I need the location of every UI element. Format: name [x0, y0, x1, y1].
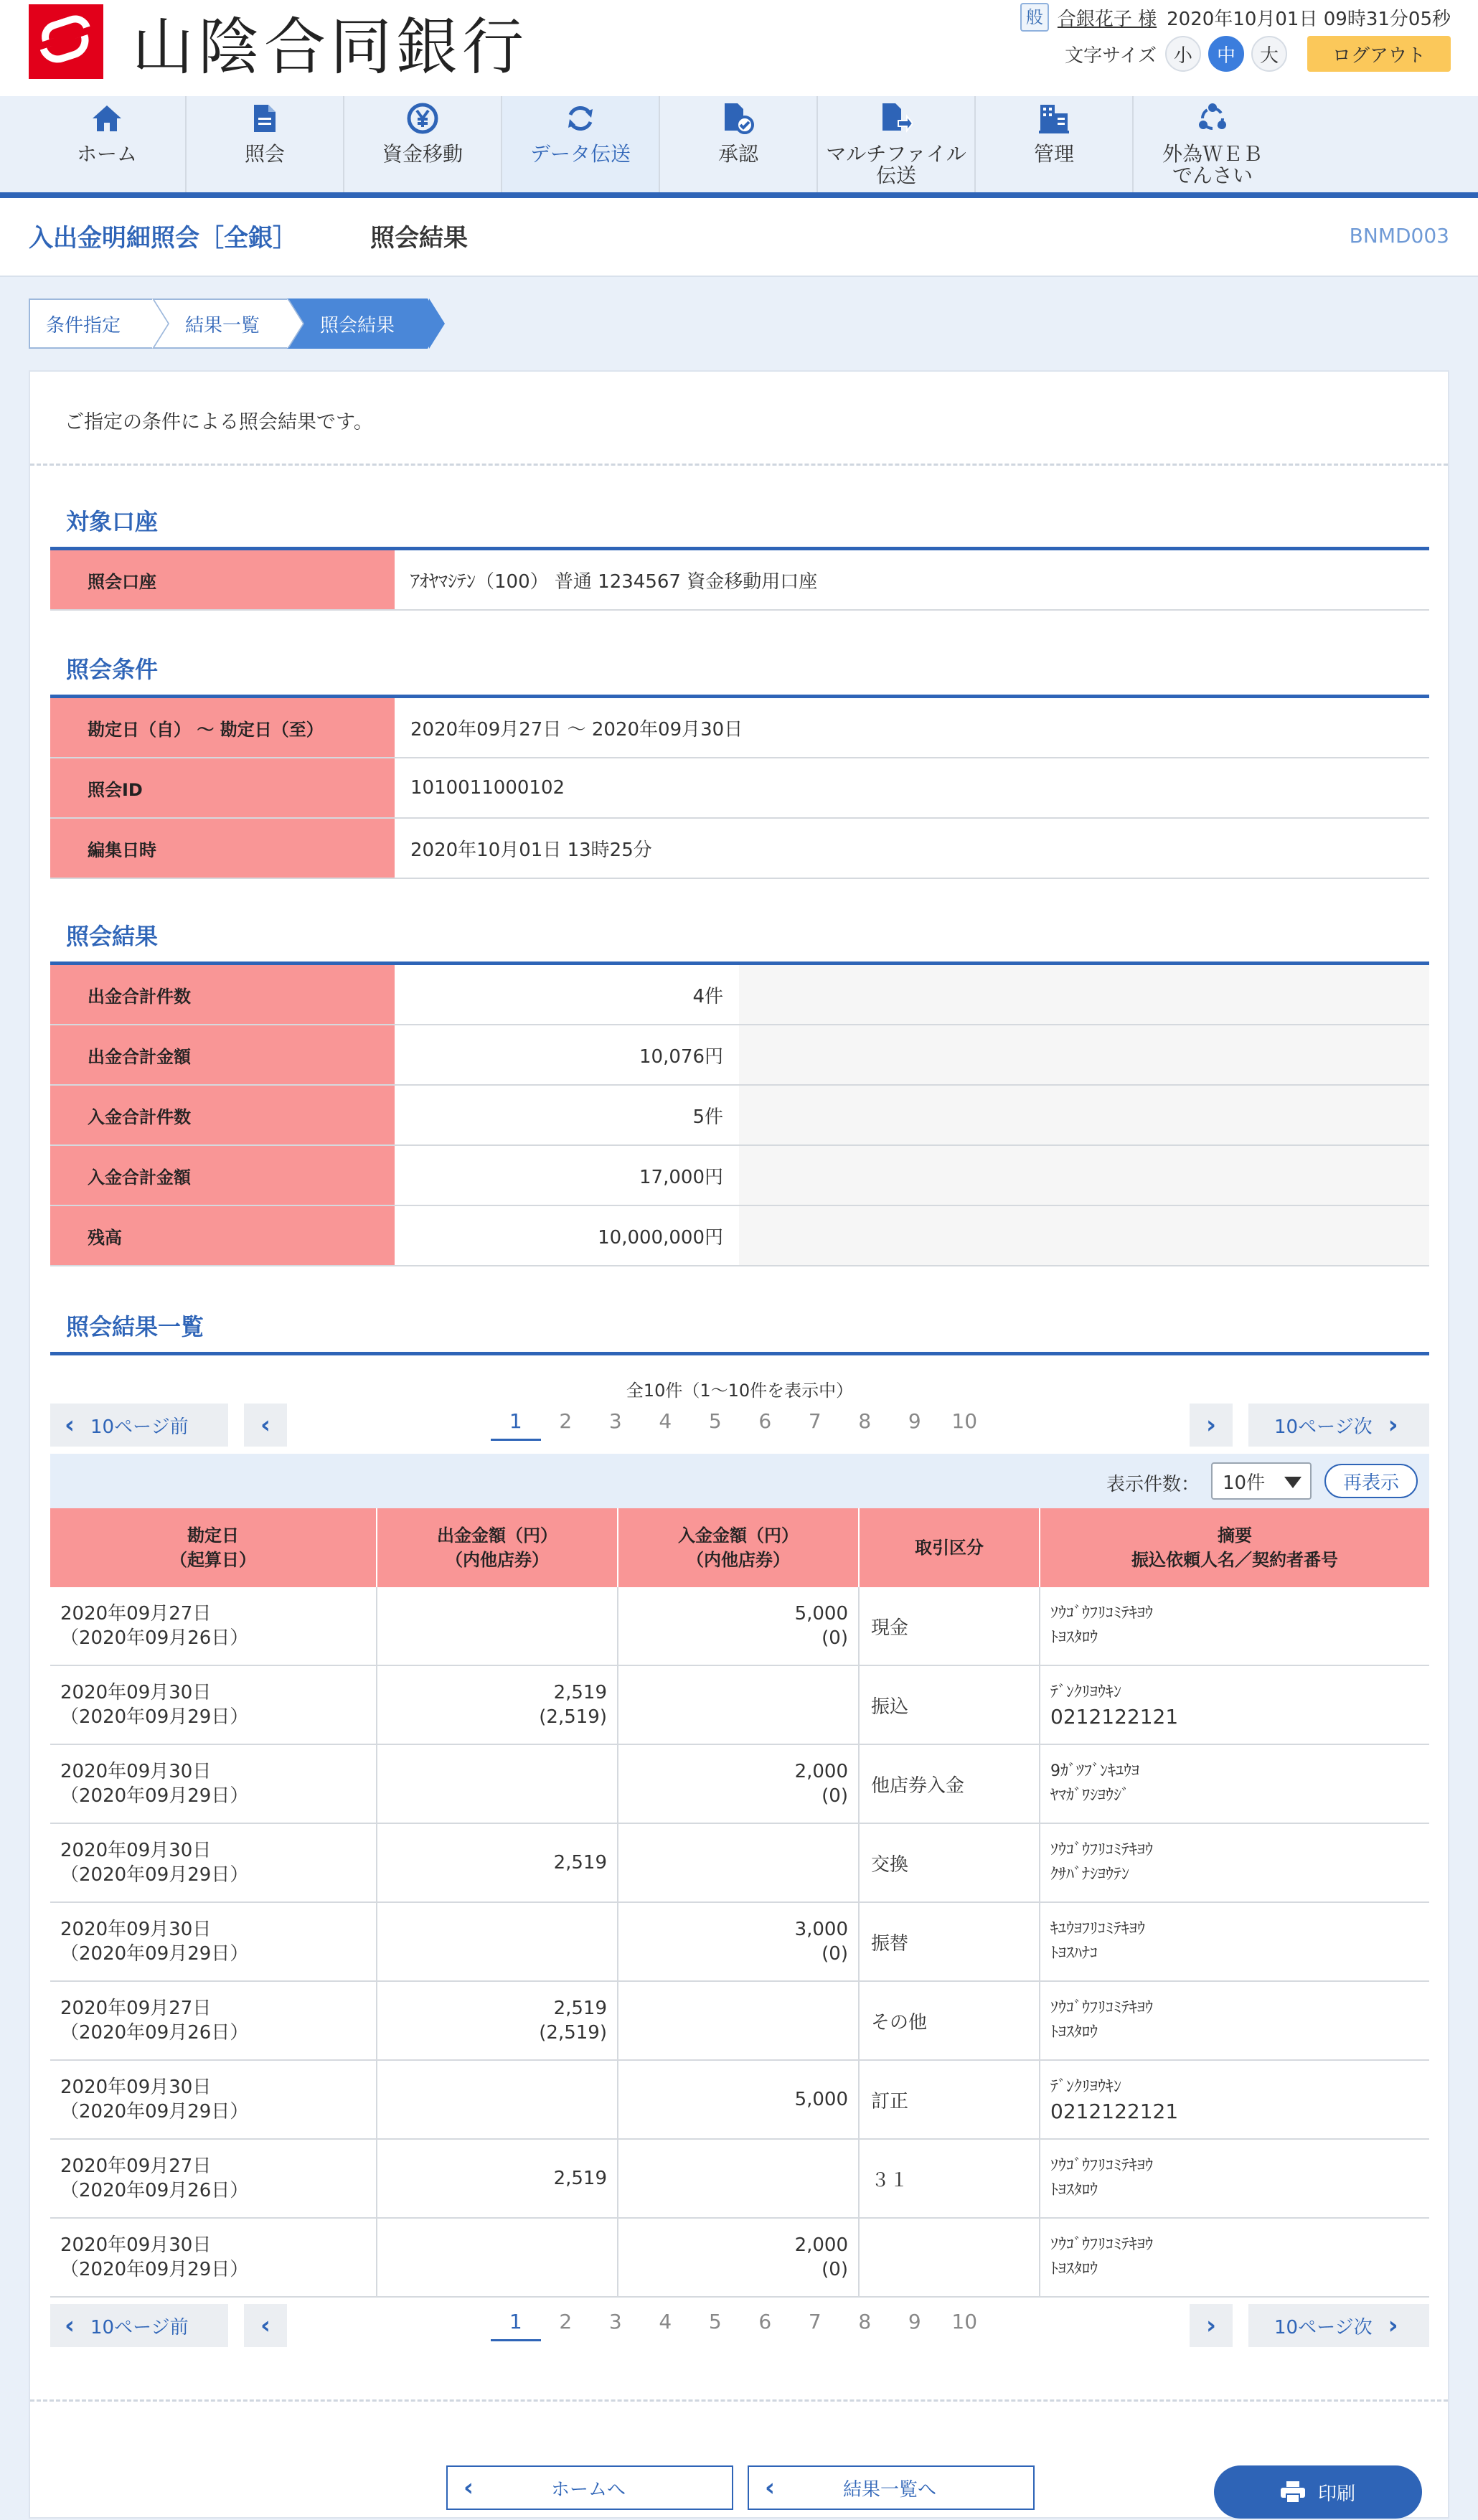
cell-withdrawal	[377, 1745, 618, 1823]
breadcrumb-step-condition: 条件指定	[29, 298, 152, 349]
cell-kind: 振替	[860, 1903, 1040, 1980]
cell-deposit	[618, 1745, 860, 1823]
cell-date-value: 2020年09月27日	[60, 1998, 212, 2019]
page-number[interactable]: 9	[908, 1409, 921, 1433]
breadcrumb	[29, 298, 428, 349]
chevron-right-icon: ›	[1205, 1411, 1216, 1439]
cell-date	[50, 1903, 377, 1980]
refresh-icon	[563, 100, 598, 136]
page-number[interactable]: 5	[708, 2310, 722, 2333]
font-size-large-button[interactable]: 大	[1251, 36, 1287, 72]
section-title-result: 照会結果	[66, 923, 159, 950]
cell-kind: 他店券入金	[860, 1745, 1040, 1823]
cell-date	[50, 2061, 377, 2138]
cell-date	[50, 1587, 377, 1665]
cell-kind: 振込	[860, 1666, 1040, 1744]
page-number[interactable]: 9	[908, 2310, 921, 2333]
cell-memo	[1040, 1982, 1429, 2059]
document-icon	[247, 100, 283, 136]
breadcrumb-step-result: 照会結果	[287, 298, 428, 349]
nav-transfer[interactable]	[344, 96, 502, 192]
account-key: 照会口座	[50, 550, 395, 609]
condition-key: 勘定日（自） ～ 勘定日（至）	[50, 698, 395, 757]
page-subtitle: 照会結果	[370, 224, 468, 253]
next-10-pages-button[interactable]	[1248, 1404, 1429, 1447]
cell-deposit	[618, 1903, 860, 1980]
header-withdrawal	[377, 1508, 618, 1587]
main-panel	[29, 370, 1449, 2519]
section-title-account: 対象口座	[66, 508, 159, 535]
cell-memo	[1040, 1666, 1429, 1744]
cell-memo-line1: ｿｳｺﾞｳﾌﾘｺﾐﾃｷﾖｳ	[1050, 1999, 1154, 2017]
page-title: 入出金明細照会［全銀］	[29, 224, 297, 253]
summary-row	[50, 965, 1429, 1025]
chevron-left-icon: ‹	[463, 2473, 474, 2502]
cell-withdrawal	[377, 2140, 618, 2217]
cell-memo-line1: ｷﾕｳﾖﾌﾘｺﾐﾃｷﾖｳ	[1050, 1920, 1146, 1938]
cell-kind: 交換	[860, 1824, 1040, 1901]
cell-kind	[860, 2219, 1040, 2296]
nav-approval[interactable]	[660, 96, 818, 192]
account-table	[50, 550, 1429, 611]
cell-withdrawal	[377, 2061, 618, 2138]
summary-blank	[739, 1206, 1429, 1265]
cell-kisan-value: （2020年09月29日）	[60, 1943, 249, 1965]
chevron-left-icon: ‹	[260, 1411, 270, 1439]
file-send-icon	[878, 100, 914, 136]
chevron-right-icon: ›	[1388, 2311, 1398, 2340]
header-in-line1: 入金金額（円）	[678, 1525, 799, 1546]
cell-memo	[1040, 1824, 1429, 1901]
cell-date	[50, 1982, 377, 2059]
cell-out-sub: (2,519)	[539, 2022, 607, 2044]
pager-top	[50, 1404, 1429, 1447]
nav-forex-densai-label: 外為ＷＥＢ でんさい	[1162, 142, 1263, 187]
cell-memo	[1040, 1745, 1429, 1823]
prev-10-pages-button[interactable]	[50, 1404, 228, 1447]
cell-date-value: 2020年09月30日	[60, 2234, 212, 2256]
prev-page-button[interactable]	[244, 2304, 287, 2347]
cell-kind: その他	[860, 1982, 1040, 2059]
print-button[interactable]	[1214, 2465, 1422, 2519]
summary-key: 出金合計金額	[50, 1025, 395, 1084]
nav-inquiry[interactable]	[187, 96, 344, 192]
transaction-table	[50, 1508, 1429, 2298]
page-number[interactable]: 8	[858, 1409, 872, 1433]
back-to-list-button[interactable]	[748, 2465, 1035, 2510]
cell-memo-line2: ﾄﾖｽﾊﾅｺ	[1050, 1945, 1098, 1962]
cell-in-sub: (0)	[822, 1943, 848, 1965]
display-count-bar	[50, 1454, 1429, 1508]
chevron-right-icon: ›	[1205, 2311, 1216, 2340]
header-deposit	[618, 1508, 860, 1587]
page-number[interactable]: 2	[559, 1409, 573, 1433]
cell-deposit	[618, 1982, 860, 2059]
cell-withdrawal	[377, 1824, 618, 1901]
result-summary-table	[50, 965, 1429, 1266]
page-number[interactable]: 5	[708, 1409, 722, 1433]
approval-icon	[720, 100, 756, 136]
section-title-list: 照会結果一覧	[66, 1313, 204, 1340]
logout-button[interactable]: ログアウト	[1307, 36, 1451, 72]
cell-memo	[1040, 2219, 1429, 2296]
cell-in-value: 3,000	[794, 1919, 848, 1940]
font-size-label: 文字サイズ	[1065, 44, 1157, 67]
yen-transfer-icon	[405, 100, 441, 136]
cell-in-value: 2,000	[794, 1761, 848, 1782]
page-number[interactable]: 2	[559, 2310, 573, 2333]
footer-buttons	[30, 2465, 1448, 2520]
cell-withdrawal	[377, 1903, 618, 1980]
display-count-value: 10件	[1223, 1472, 1266, 1494]
account-value: ｱｵﾔﾏｼﾃﾝ（100） 普通 1234567 資金移動用口座	[410, 570, 818, 593]
page-numbers	[491, 1404, 989, 1447]
chevron-right-icon: ›	[1388, 1411, 1398, 1439]
summary-blank	[739, 965, 1429, 1024]
user-name-link[interactable]: 合銀花子 様	[1057, 8, 1157, 30]
print-label: 印刷	[1317, 2483, 1355, 2505]
cell-date	[50, 1824, 377, 1901]
user-info	[1020, 1, 1451, 33]
account-row	[50, 550, 1429, 611]
cell-out-value: 2,519	[553, 1852, 607, 1873]
home-icon	[89, 100, 125, 136]
cell-date-value: 2020年09月30日	[60, 1919, 212, 1940]
page-number-current[interactable]: 1	[491, 1404, 541, 1441]
cell-withdrawal	[377, 1666, 618, 1744]
cell-deposit	[618, 2219, 860, 2296]
nav-management[interactable]	[976, 96, 1134, 192]
table-row	[50, 2061, 1429, 2140]
prev-page-button[interactable]	[244, 1404, 287, 1447]
summary-value: 10,076円	[639, 1045, 723, 1068]
cell-deposit	[618, 1824, 860, 1901]
cell-kisan-value: （2020年09月29日）	[60, 1785, 249, 1807]
cell-withdrawal	[377, 2219, 618, 2296]
cell-date-value: 2020年09月30日	[60, 1840, 212, 1861]
table-body	[50, 1587, 1429, 2298]
cell-memo-line1: ｿｳｺﾞｳﾌﾘｺﾐﾃｷﾖｳ	[1050, 1841, 1154, 1859]
cell-memo	[1040, 2061, 1429, 2138]
summary-blank	[739, 1025, 1429, 1084]
header-date-line1: 勘定日	[187, 1525, 239, 1546]
login-datetime: 2020年10月01日 09時31分05秒	[1167, 8, 1451, 30]
summary-blank	[739, 1086, 1429, 1144]
cell-kisan-value: （2020年09月29日）	[60, 1706, 249, 1728]
breadcrumb-step-list: 結果一覧	[152, 298, 287, 349]
cell-memo-line1: ｿｳｺﾞｳﾌﾘｺﾐﾃｷﾖｳ	[1050, 2157, 1154, 2175]
header-date-line2: （起算日）	[170, 1550, 256, 1570]
cell-deposit	[618, 2140, 860, 2217]
header-memo	[1040, 1508, 1429, 1587]
display-count-label: 表示件数：	[1106, 1474, 1200, 1495]
cell-memo-line2: 0212122121	[1050, 1705, 1179, 1729]
cell-date	[50, 1745, 377, 1823]
divider	[30, 464, 1448, 466]
cell-memo-line1: ｿｳｺﾞｳﾌﾘｺﾐﾃｷﾖｳ	[1050, 1604, 1154, 1622]
pager-bottom	[50, 2304, 1429, 2347]
cell-memo-line2: ﾄﾖｽﾀﾛｳ	[1050, 2260, 1098, 2278]
cell-date-value: 2020年09月27日	[60, 2155, 212, 2177]
bank-name: 山陰合同銀行	[132, 11, 528, 83]
page-number[interactable]: 4	[659, 2310, 672, 2333]
chevron-left-icon: ‹	[765, 2473, 776, 2502]
cell-in-value: 5,000	[794, 2089, 848, 2110]
nav-data-transmission-label: データ伝送	[529, 142, 631, 166]
page-numbers	[491, 2304, 989, 2347]
printer-icon	[1281, 2481, 1305, 2503]
cell-date-value: 2020年09月30日	[60, 1761, 212, 1782]
building-icon	[1036, 100, 1072, 136]
home-button[interactable]	[446, 2465, 733, 2510]
cell-memo-line2: ﾄﾖｽﾀﾛｳ	[1050, 2023, 1098, 2041]
next-page-button[interactable]	[1190, 1404, 1233, 1447]
next-10-label: 10ページ次	[1274, 1416, 1373, 1438]
nav-forex-densai[interactable]	[1134, 96, 1291, 192]
cell-date	[50, 2140, 377, 2217]
page-number[interactable]: 10	[951, 1409, 978, 1433]
cell-memo	[1040, 2140, 1429, 2217]
prev-10-label: 10ページ前	[90, 1416, 189, 1438]
summary-value: 4件	[692, 985, 723, 1007]
cell-kisan-value: （2020年09月26日）	[60, 2022, 249, 2044]
cell-withdrawal	[377, 1982, 618, 2059]
nav-multifile[interactable]	[818, 96, 976, 192]
condition-key: 照会ID	[50, 758, 395, 817]
chevron-left-icon: ‹	[65, 1411, 75, 1439]
page-number[interactable]: 3	[608, 2310, 622, 2333]
section-title-condition: 照会条件	[66, 656, 159, 683]
cell-kisan-value: （2020年09月29日）	[60, 1864, 249, 1886]
header	[0, 0, 1478, 96]
summary-value: 10,000,000円	[598, 1226, 723, 1249]
cell-memo	[1040, 1587, 1429, 1665]
cell-memo-line1: 9ｶﾞﾂﾌﾞﾝｷﾕｳﾖ	[1050, 1762, 1139, 1780]
cell-kisan-value: （2020年09月29日）	[60, 2259, 249, 2280]
page-number-current[interactable]: 1	[491, 2304, 541, 2341]
cell-deposit	[618, 2061, 860, 2138]
condition-value: 2020年10月01日 13時25分	[410, 839, 652, 861]
condition-row	[50, 698, 1429, 758]
screen-code: BNMD003	[1349, 224, 1449, 248]
summary-key: 出金合計件数	[50, 965, 395, 1024]
cell-kind: ３１	[860, 2140, 1040, 2217]
cell-out-value: 2,519	[553, 1998, 607, 2019]
cell-kisan-value: （2020年09月26日）	[60, 2180, 249, 2201]
cell-in-value: 2,000	[794, 2234, 848, 2256]
cell-memo-line1: ﾃﾞﾝｸﾘﾖｳｷﾝ	[1050, 2078, 1122, 2096]
header-out-line1: 出金金額（円）	[437, 1525, 557, 1546]
table-row	[50, 2140, 1429, 2219]
global-nav	[29, 96, 1449, 192]
condition-key: 編集日時	[50, 819, 395, 878]
table-row	[50, 1903, 1429, 1982]
cell-date-value: 2020年09月30日	[60, 1682, 212, 1703]
summary-row	[50, 1206, 1429, 1266]
cell-deposit	[618, 1666, 860, 1744]
header-out-line2: （内他店券）	[446, 1550, 549, 1570]
nav-approval-label: 承認	[717, 142, 758, 166]
chevron-left-icon: ‹	[65, 2311, 75, 2340]
divider	[30, 2399, 1448, 2402]
cell-in-sub: (0)	[822, 1627, 848, 1649]
cell-memo-line2: 0212122121	[1050, 2100, 1179, 2123]
cell-out-value: 2,519	[553, 2168, 607, 2189]
header-kind: 取引区分	[860, 1508, 1040, 1587]
table-header	[50, 1508, 1429, 1587]
summary-row	[50, 1146, 1429, 1206]
cell-kisan-value: （2020年09月29日）	[60, 2101, 249, 2122]
cell-memo	[1040, 1903, 1429, 1980]
page-number[interactable]: 7	[808, 2310, 822, 2333]
page-number[interactable]: 6	[758, 2310, 772, 2333]
header-memo-line1: 摘要	[1218, 1525, 1252, 1546]
page-title-bar	[0, 198, 1478, 277]
table-row	[50, 1982, 1429, 2061]
summary-key: 残高	[50, 1206, 395, 1265]
cell-withdrawal	[377, 1587, 618, 1665]
nav-data-transmission[interactable]	[502, 96, 660, 192]
cell-memo-line2: ｸｻﾊﾞﾅｼﾖｳﾃﾝ	[1050, 1866, 1130, 1884]
nav-underline	[0, 192, 1478, 198]
cell-memo-line2: ﾄﾖｽﾀﾛｳ	[1050, 1629, 1098, 1647]
table-row	[50, 2219, 1429, 2298]
header-memo-line2: 振込依頼人名／契約者番号	[1131, 1550, 1338, 1570]
redisplay-button[interactable]: 再表示	[1324, 1464, 1418, 1498]
cell-date-value: 2020年09月30日	[60, 2077, 212, 2098]
summary-row	[50, 1086, 1429, 1146]
cell-memo-line2: ﾔﾏｶﾞﾜｼﾖｳｼﾞ	[1050, 1787, 1130, 1805]
cell-kind: 現金	[860, 1587, 1040, 1665]
network-icon	[1195, 100, 1230, 136]
nav-multifile-label: マルチファイル 伝送	[826, 142, 966, 187]
summary-blank	[739, 1146, 1429, 1205]
table-row	[50, 1666, 1429, 1745]
summary-value: 17,000円	[639, 1166, 723, 1188]
next-10-pages-button[interactable]	[1248, 2304, 1429, 2347]
cell-out-value: 2,519	[553, 1682, 607, 1703]
cell-in-sub: (0)	[822, 2259, 848, 2280]
cell-date-value: 2020年09月27日	[60, 1603, 212, 1625]
cell-out-sub: (2,519)	[539, 1706, 607, 1728]
back-to-list-label: 結果一覧へ	[843, 2478, 937, 2501]
header-date	[50, 1508, 377, 1587]
condition-value: 1010011000102	[410, 777, 565, 799]
prev-10-pages-button[interactable]	[50, 2304, 228, 2347]
result-count: 全10件（1～10件を表示中）	[626, 1381, 854, 1401]
table-row	[50, 1824, 1429, 1903]
cell-date	[50, 2219, 377, 2296]
display-count-select[interactable]	[1211, 1462, 1312, 1500]
cell-memo-line1: ﾃﾞﾝｸﾘﾖｳｷﾝ	[1050, 1683, 1122, 1701]
table-row	[50, 1587, 1429, 1666]
cell-in-sub: (0)	[822, 1785, 848, 1807]
dropdown-arrow-icon	[1284, 1477, 1302, 1488]
condition-value: 2020年09月27日 ～ 2020年09月30日	[410, 718, 743, 741]
page-number[interactable]: 7	[808, 1409, 822, 1433]
nav-home-label: ホーム	[76, 142, 137, 166]
user-type-badge: 般	[1020, 3, 1049, 32]
summary-key: 入金合計件数	[50, 1086, 395, 1144]
summary-key: 入金合計金額	[50, 1146, 395, 1205]
cell-kind: 訂正	[860, 2061, 1040, 2138]
chevron-left-icon: ‹	[260, 2311, 270, 2340]
section-rule	[50, 1352, 1429, 1355]
home-button-label: ホームへ	[551, 2478, 626, 2501]
font-size-medium-button[interactable]: 中	[1208, 36, 1244, 72]
nav-transfer-label: 資金移動	[382, 142, 463, 166]
page-number[interactable]: 8	[858, 2310, 872, 2333]
nav-management-label: 管理	[1033, 142, 1074, 166]
nav-home[interactable]	[29, 96, 187, 192]
cell-memo-line1: ｿｳｺﾞｳﾌﾘｺﾐﾃｷﾖｳ	[1050, 2236, 1154, 2254]
cell-date	[50, 1666, 377, 1744]
prev-10-label: 10ページ前	[90, 2316, 189, 2338]
summary-row	[50, 1025, 1429, 1086]
page-number[interactable]: 3	[608, 1409, 622, 1433]
condition-row	[50, 758, 1429, 819]
intro-text: ご指定の条件による照会結果です。	[65, 411, 373, 433]
cell-in-value: 5,000	[794, 1603, 848, 1625]
font-size-small-button[interactable]: 小	[1165, 36, 1201, 72]
font-size-control	[1065, 36, 1451, 72]
next-10-label: 10ページ次	[1274, 2316, 1373, 2338]
cell-memo-line2: ﾄﾖｽﾀﾛｳ	[1050, 2181, 1098, 2199]
page-number[interactable]: 6	[758, 1409, 772, 1433]
condition-row	[50, 819, 1429, 879]
cell-kisan-value: （2020年09月26日）	[60, 1627, 249, 1649]
summary-value: 5件	[692, 1106, 723, 1128]
header-in-line2: （内他店券）	[687, 1550, 790, 1570]
condition-table	[50, 698, 1429, 879]
page-number[interactable]: 10	[951, 2310, 978, 2333]
bank-logo-icon	[29, 4, 103, 79]
cell-deposit	[618, 1587, 860, 1665]
table-row	[50, 1745, 1429, 1824]
next-page-button[interactable]	[1190, 2304, 1233, 2347]
bank-logo[interactable]	[29, 6, 528, 83]
nav-inquiry-label: 照会	[244, 142, 285, 166]
page-number[interactable]: 4	[659, 1409, 672, 1433]
